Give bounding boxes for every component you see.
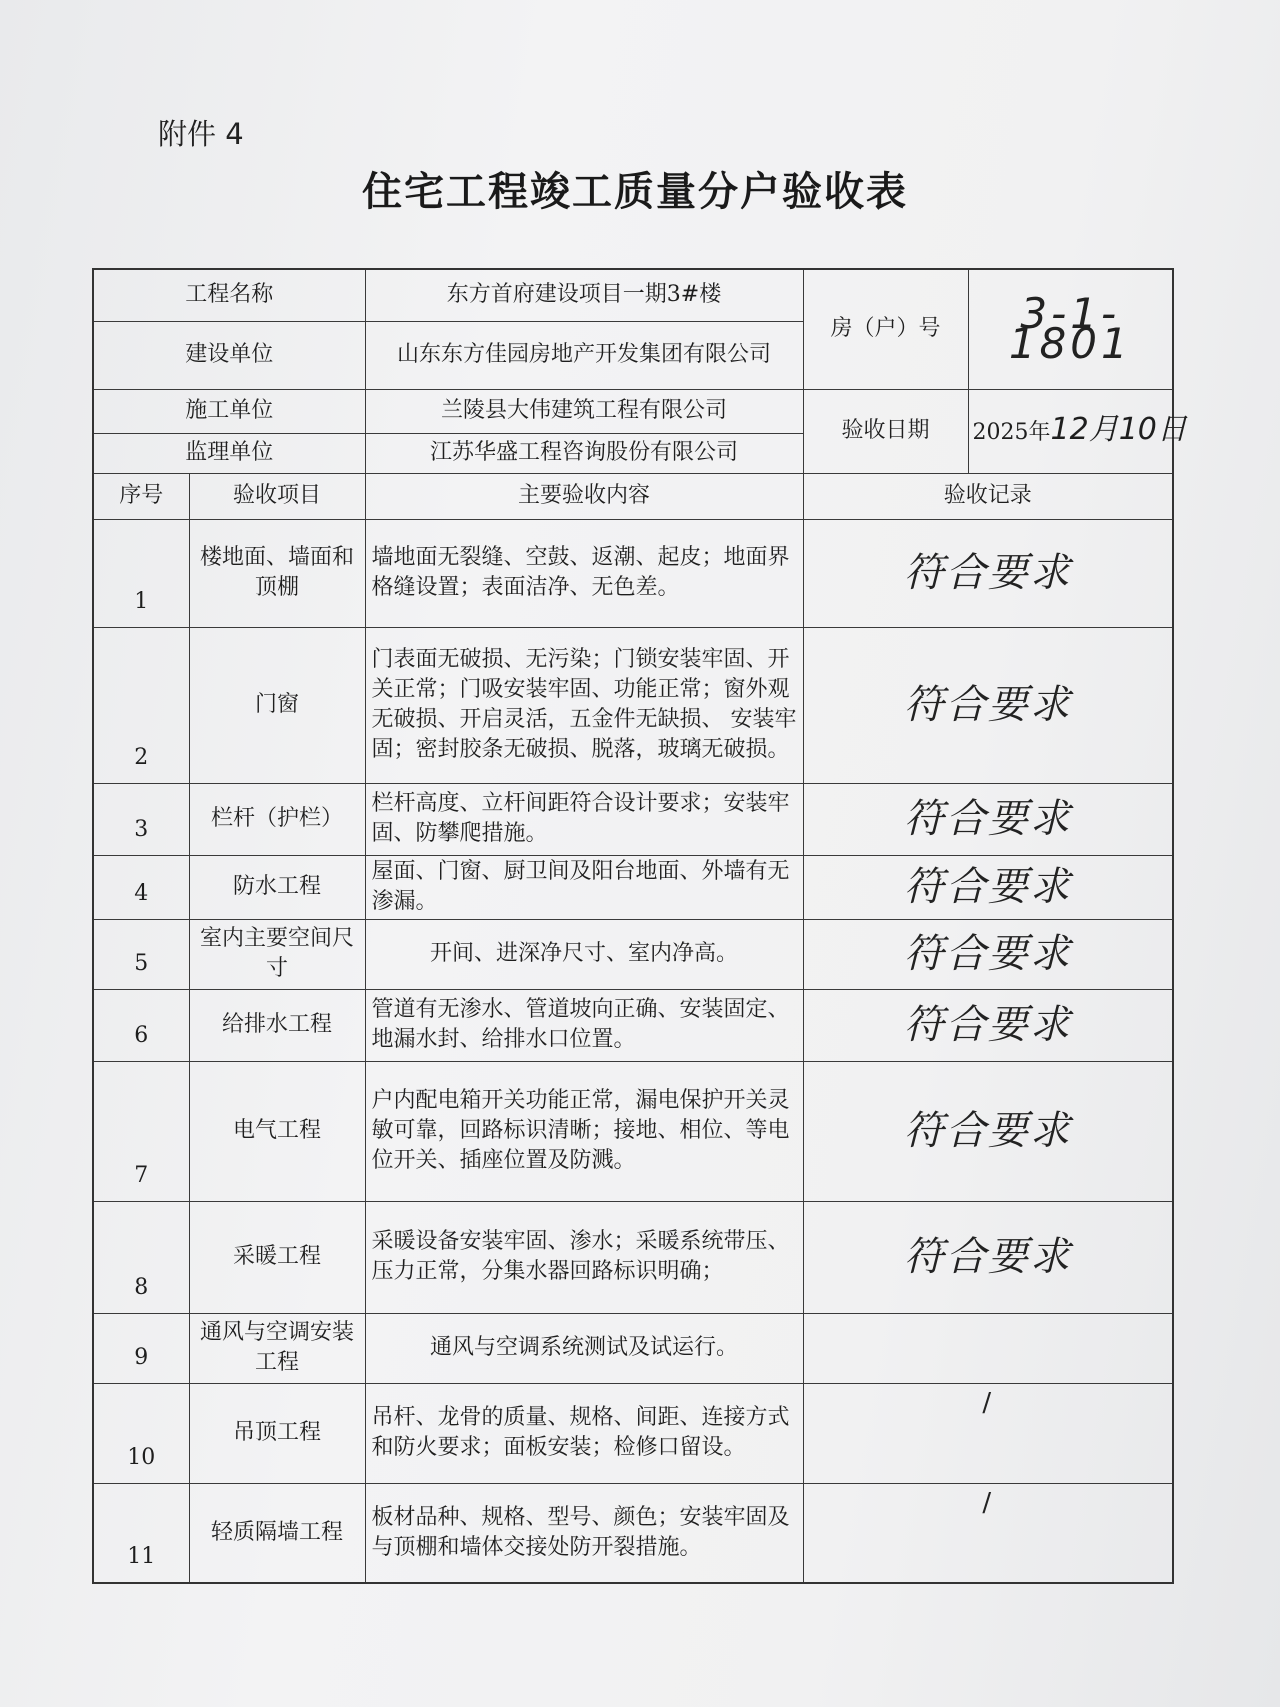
row-content: 管道有无渗水、管道坡向正确、安装固定、地漏水封、给排水口位置。 (365, 989, 803, 1061)
row-number: 11 (93, 1483, 189, 1583)
table-row (93, 519, 1173, 627)
row-record: 符合要求 (803, 627, 1173, 783)
row-content: 开间、进深净尺寸、室内净高。 (365, 919, 803, 989)
row-content: 板材品种、规格、型号、颜色；安装牢固及与顶棚和墙体交接处防开裂措施。 (365, 1483, 803, 1583)
table-row (93, 1061, 1173, 1201)
row-content: 户内配电箱开关功能正常，漏电保护开关灵敏可靠，回路标识清晰；接地、相位、等电位开关、插座位置及防溅。 (365, 1061, 803, 1201)
row-record (803, 1313, 1173, 1383)
table-row (93, 1483, 1173, 1583)
table-row (93, 627, 1173, 783)
row-content: 采暖设备安装牢固、渗水；采暖系统带压、压力正常，分集水器回路标识明确； (365, 1201, 803, 1313)
row-item: 吊顶工程 (189, 1383, 365, 1483)
row-number: 6 (93, 989, 189, 1061)
row-item: 电气工程 (189, 1061, 365, 1201)
date-handwritten: 12月10日 (1050, 411, 1187, 447)
row-number: 3 (93, 783, 189, 855)
row-content: 通风与空调系统测试及试运行。 (365, 1313, 803, 1383)
table-row (93, 783, 1173, 855)
row-item: 通风与空调安装工程 (189, 1313, 365, 1383)
constructor-label: 施工单位 (93, 389, 365, 433)
constructor-value: 兰陵县大伟建筑工程有限公司 (365, 389, 803, 433)
date-year: 2025年 (972, 419, 1051, 445)
project-name-label: 工程名称 (93, 269, 365, 321)
builder-label: 建设单位 (93, 321, 365, 389)
row-number: 5 (93, 919, 189, 989)
table-row (93, 855, 1173, 919)
row-item: 栏杆（护栏） (189, 783, 365, 855)
row-item: 防水工程 (189, 855, 365, 919)
row-record: / (803, 1483, 1173, 1583)
project-name-value: 东方首府建设项目一期3#楼 (365, 269, 803, 321)
room-number-label: 房（户）号 (803, 269, 968, 389)
column-header-no: 序号 (93, 473, 189, 519)
row-number: 7 (93, 1061, 189, 1201)
supervisor-value: 江苏华盛工程咨询股份有限公司 (365, 433, 803, 473)
column-header-record: 验收记录 (803, 473, 1173, 519)
row-number: 2 (93, 627, 189, 783)
row-record: 符合要求 (803, 1061, 1173, 1201)
row-item: 轻质隔墙工程 (189, 1483, 365, 1583)
row-content: 栏杆高度、立杆间距符合设计要求；安装牢固、防攀爬措施。 (365, 783, 803, 855)
row-number: 4 (93, 855, 189, 919)
row-number: 9 (93, 1313, 189, 1383)
row-record: / (803, 1383, 1173, 1483)
row-content: 屋面、门窗、厨卫间及阳台地面、外墙有无渗漏。 (365, 855, 803, 919)
table-row (93, 919, 1173, 989)
column-header-item: 验收项目 (189, 473, 365, 519)
row-item: 楼地面、墙面和顶棚 (189, 519, 365, 627)
row-record: 符合要求 (803, 919, 1173, 989)
row-item: 采暖工程 (189, 1201, 365, 1313)
row-content: 墙地面无裂缝、空鼓、返潮、起皮；地面界格缝设置；表面洁净、无色差。 (365, 519, 803, 627)
row-record: 符合要求 (803, 1201, 1173, 1313)
page-title: 住宅工程竣工质量分户验收表 (362, 169, 908, 215)
row-item: 给排水工程 (189, 989, 365, 1061)
builder-value: 山东东方佳园房地产开发集团有限公司 (365, 321, 803, 389)
table-row (93, 1313, 1173, 1383)
supervisor-label: 监理单位 (93, 433, 365, 473)
attachment-label: 附件 4 (158, 117, 244, 151)
table-row (93, 1201, 1173, 1313)
room-number-value: 3-1-1801 (968, 269, 1173, 389)
table-row (93, 989, 1173, 1061)
table-row (93, 1383, 1173, 1483)
row-record: 符合要求 (803, 855, 1173, 919)
acceptance-table (92, 268, 1187, 1584)
acceptance-date-label: 验收日期 (803, 389, 968, 473)
row-record: 符合要求 (803, 989, 1173, 1061)
row-content: 吊杆、龙骨的质量、规格、间距、连接方式和防火要求；面板安装；检修口留设。 (365, 1383, 803, 1483)
row-number: 8 (93, 1201, 189, 1313)
row-record: 符合要求 (803, 519, 1173, 627)
row-item: 门窗 (189, 627, 365, 783)
row-record: 符合要求 (803, 783, 1173, 855)
row-number: 1 (93, 519, 189, 627)
row-content: 门表面无破损、无污染；门锁安装牢固、开关正常；门吸安装牢固、功能正常；窗外观无破损、开启灵活，五金件无缺损、 安装牢固；密封胶条无破损、脱落，玻璃无破损。 (365, 627, 803, 783)
row-item: 室内主要空间尺寸 (189, 919, 365, 989)
row-number: 10 (93, 1383, 189, 1483)
column-header-content: 主要验收内容 (365, 473, 803, 519)
acceptance-date-value (968, 389, 1187, 473)
